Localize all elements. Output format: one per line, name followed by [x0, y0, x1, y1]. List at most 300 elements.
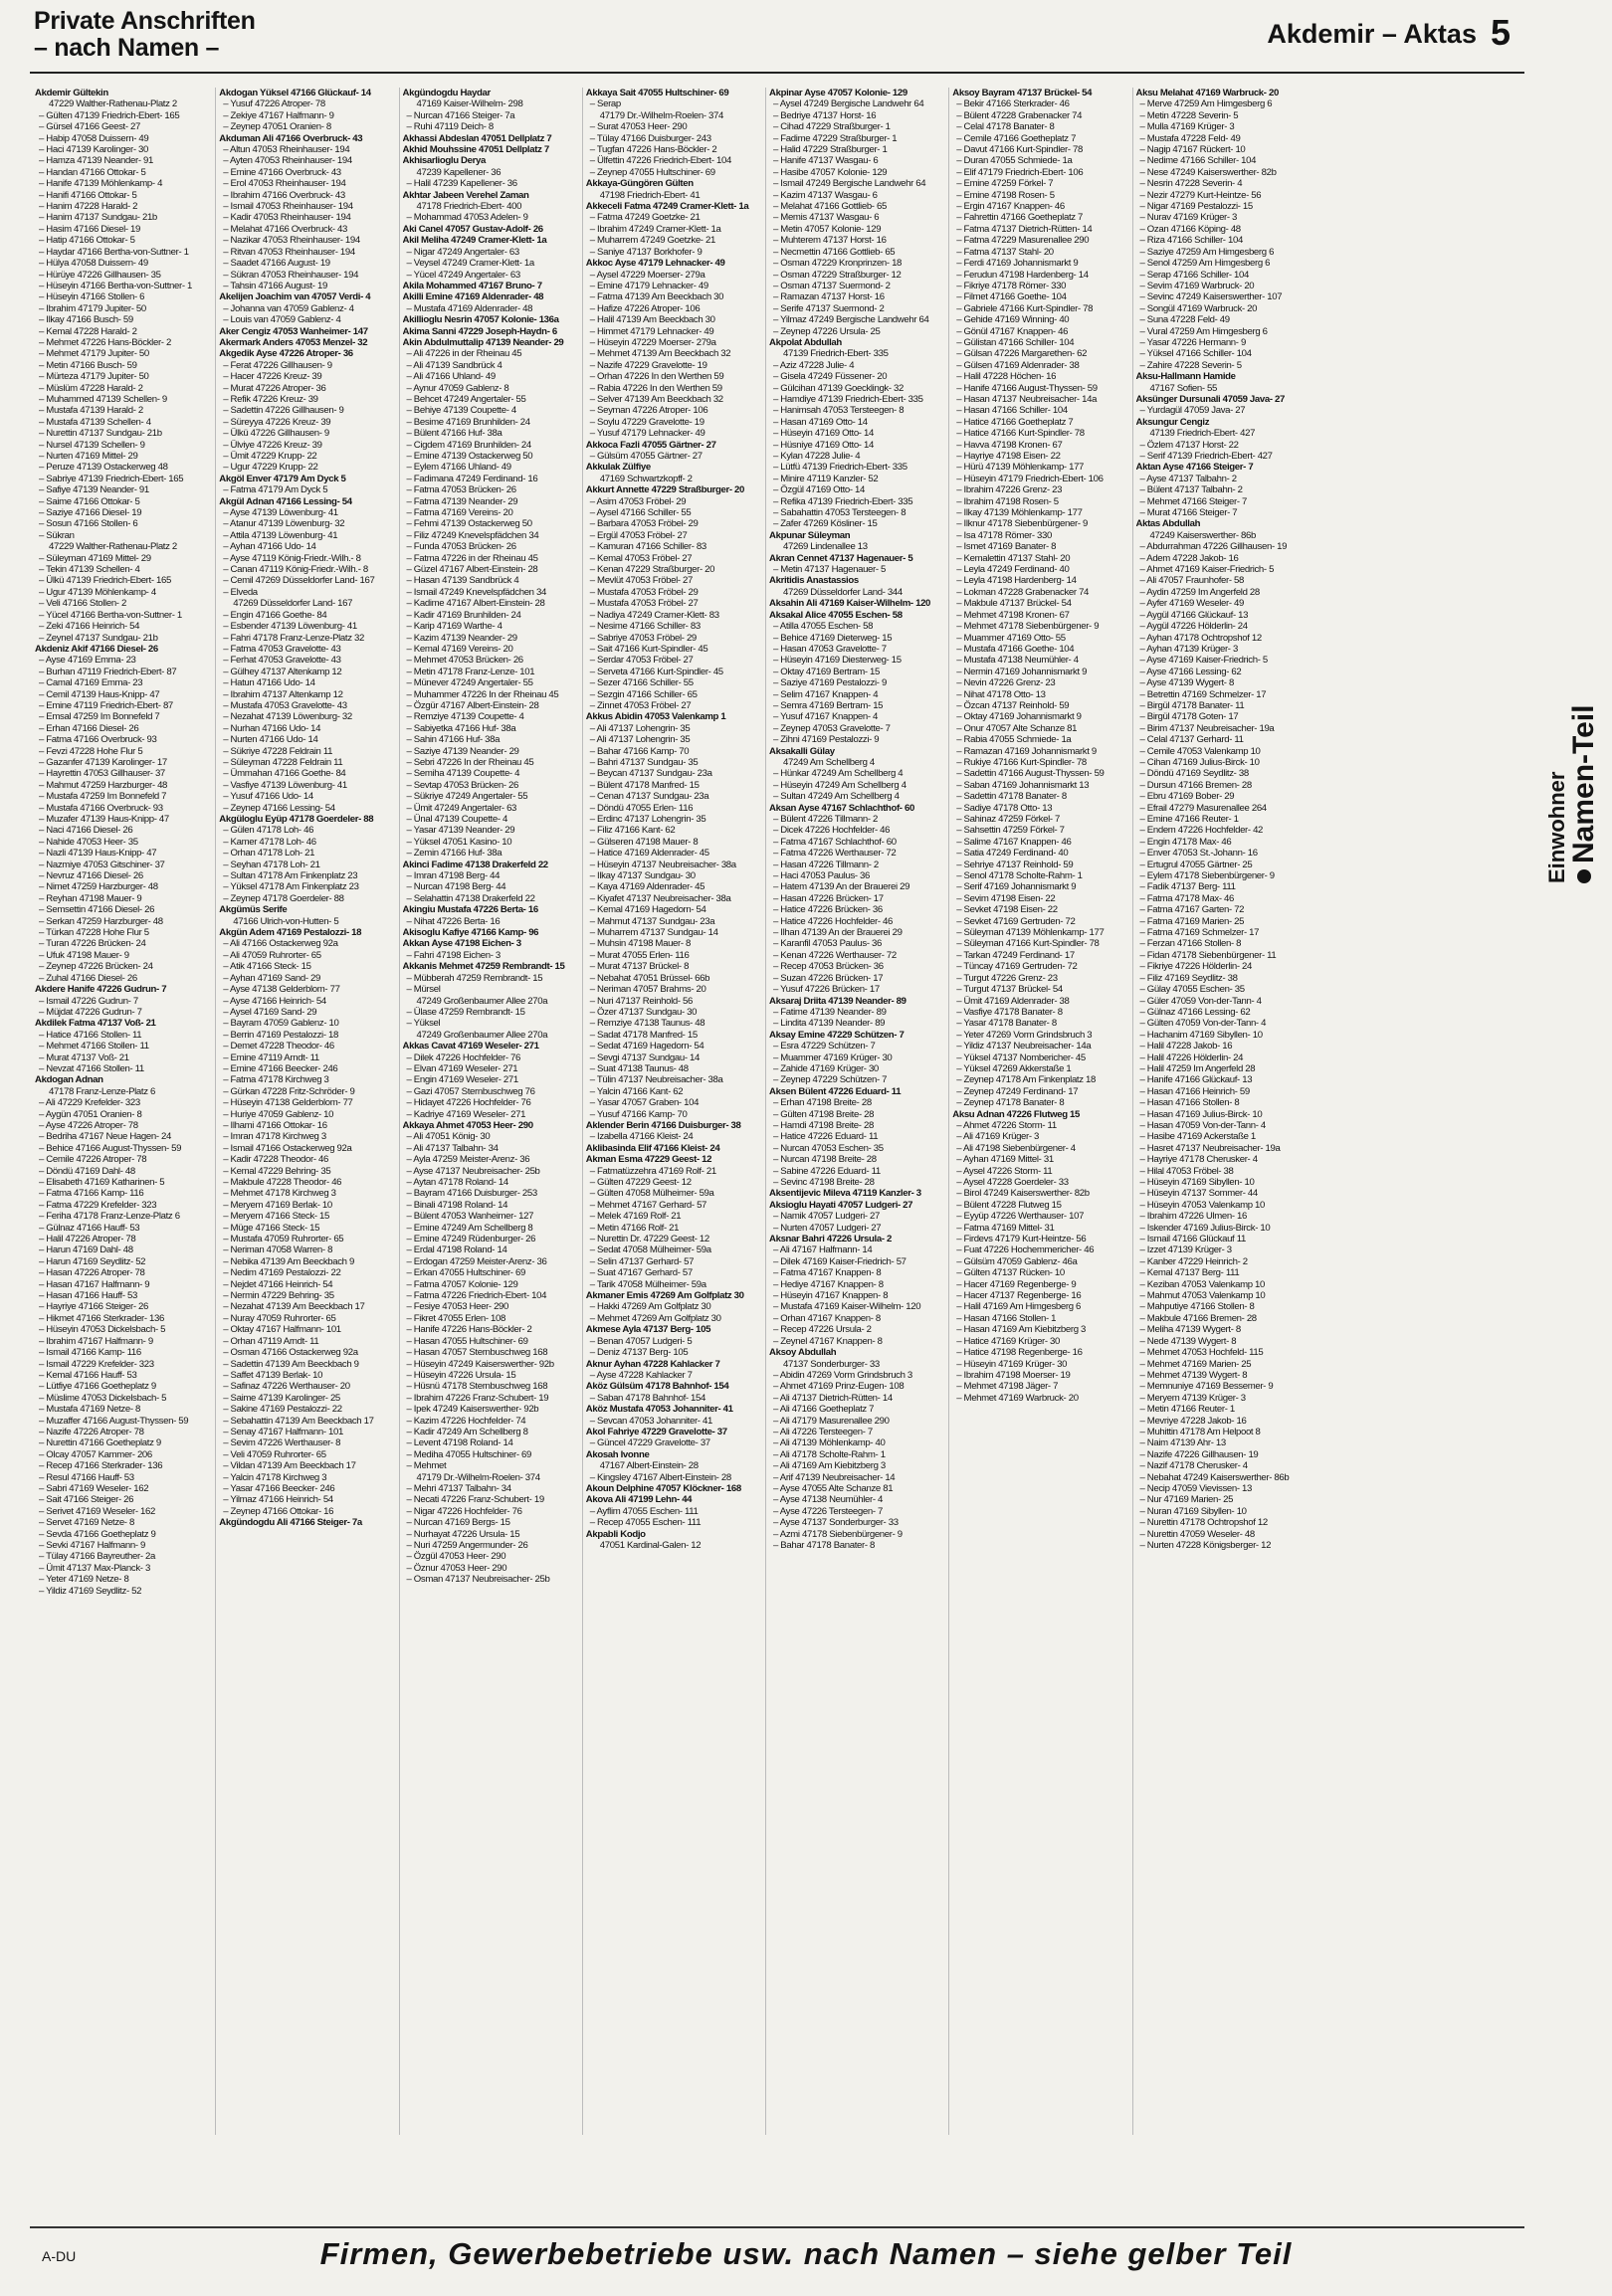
directory-entry: – Ali 47139 Möhlenkamp- 40: [773, 1437, 886, 1449]
directory-entry: 47169 Schwartzkopff- 2: [599, 473, 693, 484]
directory-entry: – Ülase 47259 Rembrandt- 15: [406, 1006, 525, 1018]
directory-entry: – Sükriye 47228 Feldrain 11: [223, 745, 333, 757]
directory-entry: – Dicek 47226 Hochfelder- 46: [773, 825, 891, 837]
directory-entry: – Nebahat 47051 Brüssel- 66b: [589, 972, 710, 984]
directory-entry: Akran Cennet 47137 Hagenauer- 5: [769, 552, 913, 564]
directory-entry: – Metin 47166 Reuter- 1: [1139, 1404, 1235, 1416]
directory-entry: – Hanife 47226 Hans-Böckler- 2: [406, 1324, 532, 1336]
directory-entry: – Serif 47169 Johannismarkt 9: [956, 881, 1077, 893]
directory-entry: Akgüloglu Eyüp 47178 Goerdeler- 88: [219, 814, 374, 825]
directory-entry: – Sadiye 47178 Otto- 13: [956, 802, 1053, 814]
directory-entry: – Yasar 47166 Beecker- 246: [223, 1482, 335, 1494]
directory-entry: – Hasan 47057 Sternbuschweg 168: [406, 1347, 548, 1359]
directory-entry: Aksünger Dursunali 47059 Java- 27: [1135, 393, 1285, 405]
directory-entry: – Ilkay 47139 Möhlenkamp- 177: [956, 507, 1083, 519]
directory-entry: – Serivet 47169 Weseler- 162: [39, 1505, 155, 1517]
directory-entry: Akgedik Ayse 47226 Atroper- 36: [219, 348, 353, 360]
directory-entry: – Mahmut 47137 Sundgau- 23a: [589, 915, 715, 927]
header-divider: [30, 72, 1524, 74]
directory-entry: – Meryem 47166 Steck- 15: [223, 1211, 330, 1223]
directory-entry: – Ilkay 47137 Sundgau- 30: [589, 870, 696, 882]
directory-column: [948, 88, 1131, 2135]
directory-entry: Aksu Melahat 47169 Warbruck- 20: [1135, 88, 1279, 98]
directory-entry: – Hasibe 47169 Ackerstaße 1: [1139, 1131, 1256, 1143]
directory-entry: – Seyhan 47178 Loh- 21: [223, 859, 320, 870]
directory-entry: – Hamdi 47198 Breite- 28: [773, 1119, 874, 1131]
directory-entry: – Özgül 47169 Otto- 14: [773, 484, 866, 496]
directory-entry: – Mehmet 47179 Jupiter- 50: [39, 348, 149, 360]
directory-entry: – Özgül 47053 Heer- 290: [406, 1551, 506, 1563]
directory-entry: – Hüseyin 47169 Diesterweg- 15: [773, 655, 902, 667]
directory-entry: – Resul 47166 Hauff- 53: [39, 1471, 134, 1483]
directory-entry: – Leyla 47198 Hardenberg- 14: [956, 575, 1077, 587]
directory-entry: – Mustafa 47169 Netze- 8: [39, 1404, 140, 1416]
directory-entry: – Gürkan 47228 Fritz-Schröder- 9: [223, 1085, 355, 1097]
directory-entry: – Kamuran 47166 Schiller- 83: [589, 541, 706, 553]
directory-entry: – Sevim 47226 Werthauser- 8: [223, 1437, 341, 1449]
directory-entry: – Mehmet 47053 Brücken- 26: [406, 655, 523, 667]
directory-entry: Aksu Adnan 47226 Flutweg 15: [952, 1108, 1080, 1120]
directory-entry: – Onur 47057 Alte Schanze 81: [956, 722, 1078, 734]
directory-entry: – Ümit 47229 Krupp- 22: [223, 451, 317, 462]
directory-entry: – Halil 47226 Atroper- 78: [39, 1234, 136, 1245]
directory-entry: – Emine 47166 Overbruck- 43: [223, 166, 341, 178]
directory-entry: – Zeynep 47229 Schützen- 7: [773, 1074, 888, 1086]
directory-entry: – Ünal 47139 Coupette- 4: [406, 814, 507, 825]
directory-entry: – Sevtap 47053 Brücken- 26: [406, 779, 519, 791]
directory-entry: – Aysel 47229 Moerser- 279a: [589, 269, 705, 281]
directory-entry: – Hüseyin 47137 Sommer- 44: [1139, 1188, 1258, 1200]
directory-entry: – Ismail 47166 Glückauf 11: [1139, 1234, 1246, 1245]
directory-entry: – Erdogan 47259 Meister-Arenz- 36: [406, 1255, 547, 1267]
directory-entry: – Ayse 47169 Kaiser-Friedrich- 5: [1139, 655, 1268, 667]
directory-entry: – Hamdiye 47139 Friedrich-Ebert- 335: [773, 393, 923, 405]
directory-entry: – Nihat 47226 Berta- 16: [406, 915, 501, 927]
directory-entry: – Mehmet 47139 Am Beeckbach 32: [589, 348, 731, 360]
directory-entry: – Tarkan 47249 Ferdinand- 17: [956, 949, 1075, 961]
directory-entry: – Nurettin Dr. 47229 Geest- 12: [589, 1234, 709, 1245]
directory-entry: Aktas Abdullah: [1135, 518, 1201, 530]
directory-entry: – Benan 47057 Ludgeri- 5: [589, 1335, 693, 1347]
directory-entry: – Metin 47166 Busch- 59: [39, 359, 137, 371]
directory-entry: – Yüksel: [406, 1018, 441, 1030]
directory-entry: – Sait 47166 Kurt-Spindler- 45: [589, 643, 708, 655]
directory-entry: – Fatma 47169 Mittel- 31: [956, 1222, 1055, 1234]
directory-entry: – Fatma 47167 Knappen- 8: [773, 1267, 882, 1279]
bullet-icon: [1577, 869, 1591, 883]
directory-entry: – Gehide 47169 Winning- 40: [956, 314, 1070, 326]
directory-entry: – Kanber 47229 Heinrich- 2: [1139, 1255, 1248, 1267]
directory-entry: – Mehmet 47178 Siebenbürgener- 9: [956, 621, 1100, 633]
directory-entry: – Dursun 47166 Bremen- 28: [1139, 779, 1252, 791]
directory-entry: – Elvan 47169 Weseler- 271: [406, 1062, 518, 1074]
directory-entry: – Ali 47179 Masurenallee 290: [773, 1415, 890, 1427]
directory-entry: – Isa 47178 Römer- 330: [956, 529, 1053, 541]
directory-entry: – Özer 47137 Sundgau- 30: [589, 1006, 698, 1018]
directory-entry: – Zeynel 47167 Knappen- 8: [773, 1335, 883, 1347]
directory-entry: – Sahsettin 47259 Förkel- 7: [956, 825, 1065, 837]
directory-entry: – Güncel 47229 Gravelotte- 37: [589, 1437, 710, 1449]
directory-entry: – Soylu 47229 Gravelotte- 19: [589, 416, 705, 428]
directory-entry: Akillioglu Nesrin 47057 Kolonie- 136a: [402, 314, 559, 326]
directory-entry: – Aytan 47178 Roland- 14: [406, 1177, 508, 1188]
directory-entry: – Nurcan 47198 Berg- 44: [406, 881, 506, 893]
directory-entry: 47178 Franz-Lenze-Platz 6: [49, 1085, 155, 1097]
directory-entry: – Hatice 47169 Aldenrader- 45: [589, 848, 709, 860]
directory-entry: – Nevin 47226 Grenz- 23: [956, 677, 1056, 689]
directory-entry: – Aysel 47226 Storm- 11: [956, 1165, 1053, 1177]
directory-entry: – Mehmet 47178 Kirchweg 3: [223, 1188, 336, 1200]
directory-entry: – Engin 47178 Max- 46: [1139, 836, 1232, 848]
directory-entry: – Hidayet 47226 Hochfelder- 76: [406, 1097, 531, 1109]
directory-entry: – Fatma 47053 Gravelotte- 43: [223, 643, 341, 655]
directory-entry: – Senay 47167 Halfmann- 101: [223, 1426, 343, 1437]
directory-entry: – Emine 47119 Friedrich-Ebert- 87: [39, 699, 173, 711]
directory-entry: – Mevriye 47228 Jakob- 16: [1139, 1415, 1247, 1427]
directory-entry: – Ali 47137 Lohengrin- 35: [589, 734, 691, 746]
directory-entry: – Suat 47138 Taunus- 48: [589, 1062, 689, 1074]
directory-entry: – Attila 47139 Löwenburg- 41: [223, 529, 338, 541]
directory-entry: – Fatma 47229 Krefelder- 323: [39, 1199, 157, 1211]
directory-entry: Akosah Ivonne: [585, 1448, 650, 1460]
directory-entry: – Ali 47166 Ostackerweg 92a: [223, 938, 338, 950]
directory-entry: – Ali 47229 Krefelder- 323: [39, 1097, 140, 1109]
directory-entry: – Ergül 47053 Fröbel- 27: [589, 529, 688, 541]
directory-entry: – Saban 47169 Johannismarkt 13: [956, 779, 1090, 791]
directory-entry: – Osman 47137 Neubreisacher- 25b: [406, 1574, 550, 1586]
directory-entry: – Ismail 47166 Ostackerweg 92a: [223, 1142, 352, 1154]
directory-entry: – Keziban 47053 Valenkamp 10: [1139, 1278, 1266, 1290]
directory-entry: – Fatmatüzzehra 47169 Rolf- 21: [589, 1165, 716, 1177]
directory-entry: – Ayse 47169 Emma- 23: [39, 655, 136, 667]
directory-entry: – Fuat 47226 Hochemmericher- 46: [956, 1244, 1095, 1256]
directory-entry: – Sultan 47249 Am Schellberg 4: [773, 791, 900, 803]
directory-entry: – Ali 47226 Tersteegen- 7: [773, 1426, 873, 1437]
directory-entry: – Hayriye 47178 Cherusker- 4: [1139, 1154, 1258, 1166]
directory-entry: – Nurten 47057 Ludgeri- 27: [773, 1222, 882, 1234]
directory-entry: – Emine 47139 Ostackerweg 50: [406, 451, 533, 462]
directory-entry: – Ali 47169 Am Kiebitzberg 3: [773, 1460, 886, 1472]
directory-entry: – Mehmet: [406, 1460, 447, 1472]
directory-entry: – Nurhayat 47226 Ursula- 15: [406, 1528, 520, 1540]
directory-entry: – Oktay 47167 Halfmann- 101: [223, 1324, 341, 1336]
directory-entry: – Ayse 47137 Sonderburger- 33: [773, 1517, 899, 1529]
directory-entry: – Sevki 47167 Halfmann- 9: [39, 1540, 145, 1551]
directory-entry: – Nurcan 47053 Eschen- 35: [773, 1142, 884, 1154]
directory-entry: – Ismail 47249 Knevelspfädchen 34: [406, 586, 546, 598]
directory-entry: – Yalcin 47166 Kant- 62: [589, 1085, 684, 1097]
directory-entry: – Hasan 47226 Brücken- 17: [773, 892, 884, 904]
directory-entry: – Ülkü 47139 Friedrich-Ebert- 165: [39, 575, 171, 587]
directory-entry: Akpunar Süleyman: [769, 529, 851, 541]
directory-entry: – Hacer 47137 Regenberge- 16: [956, 1290, 1082, 1302]
directory-entry: – Nesime 47166 Schiller- 83: [589, 621, 701, 633]
directory-entry: – Sükran: [39, 529, 75, 541]
directory-entry: – Recep 47166 Sterkrader- 136: [39, 1460, 163, 1472]
directory-entry: Akermark Anders 47053 Menzel- 32: [219, 336, 368, 348]
directory-entry: – Ayhan 47139 Krüger- 3: [1139, 643, 1238, 655]
directory-entry: – Neriman 47058 Warren- 8: [223, 1244, 333, 1256]
directory-entry: – Eyyüp 47226 Werthauser- 107: [956, 1211, 1085, 1223]
directory-entry: – Sosun 47166 Stollen- 6: [39, 518, 138, 530]
directory-entry: – Memnuniye 47169 Bessemer- 9: [1139, 1381, 1274, 1393]
directory-entry: – Turgut 47137 Brückel- 54: [956, 984, 1063, 996]
directory-entry: – Hanife 47166 Glückauf- 13: [1139, 1074, 1253, 1086]
directory-entry: – Cemile 47226 Atroper- 78: [39, 1154, 147, 1166]
directory-entry: – Suzan 47226 Brücken- 17: [773, 972, 884, 984]
directory-entry: – Gülsüm 47059 Gablenz- 46a: [956, 1255, 1078, 1267]
directory-entry: – Fatime 47139 Neander- 89: [773, 1006, 887, 1018]
directory-entry: – Imran 47178 Kirchweg 3: [223, 1131, 326, 1143]
directory-entry: – Fevzi 47228 Hohe Flur 5: [39, 745, 143, 757]
directory-entry: – Nazikar 47053 Rheinhauser- 194: [223, 235, 360, 247]
directory-entry: – Necati 47226 Franz-Schubert- 19: [406, 1494, 544, 1506]
directory-entry: – Rukiye 47166 Kurt-Spindler- 78: [956, 756, 1087, 768]
directory-entry: – Gülten 47058 Mülheimer- 59a: [589, 1188, 714, 1200]
directory-entry: – Ismail 47053 Rheinhauser- 194: [223, 201, 353, 213]
directory-entry: – Ali 47139 Sandbrück 4: [406, 359, 503, 371]
directory-entry: – Murat 47137 Brückel- 8: [589, 961, 690, 973]
directory-entry: – Hürü 47139 Möhlenkamp- 177: [956, 462, 1085, 474]
directory-entry: – Nazif 47178 Cherusker- 4: [1139, 1460, 1248, 1472]
directory-entry: – Binali 47198 Roland- 14: [406, 1199, 508, 1211]
directory-entry: – Hatem 47139 An der Brauerei 29: [773, 881, 910, 893]
directory-entry: – Bülent 47166 Huf- 38a: [406, 428, 503, 440]
directory-entry: Akkeceli Fatma 47249 Cramer-Klett- 1a: [585, 201, 749, 213]
directory-entry: – Adem 47228 Jakob- 16: [1139, 552, 1239, 564]
directory-entry: – Ritvan 47053 Rheinhauser- 194: [223, 246, 355, 258]
directory-entry: – Nede 47139 Wygert- 8: [1139, 1335, 1237, 1347]
directory-entry: – Metin 47166 Rolf- 21: [589, 1222, 680, 1234]
directory-entry: – Aygül 47166 Glückauf- 13: [1139, 609, 1249, 621]
directory-entry: – Gülsüm 47055 Gärtner- 27: [589, 451, 703, 462]
directory-entry: – Mehmet 47139 Wygert- 8: [1139, 1369, 1248, 1381]
directory-entry: – Fikret 47055 Erlen- 108: [406, 1312, 506, 1324]
directory-entry: – Abdurrahman 47226 Gillhausen- 19: [1139, 541, 1288, 553]
directory-entry: – Sabine 47226 Eduard- 11: [773, 1165, 881, 1177]
directory-entry: – Necmettin 47166 Gottlieb- 65: [773, 246, 896, 258]
directory-entry: – Nazife 47229 Gravelotte- 19: [589, 359, 707, 371]
directory-entry: 47269 Düsseldorfer Land- 167: [233, 598, 353, 610]
directory-entry: – Yasar 47178 Banater- 8: [956, 1018, 1057, 1030]
directory-entry: – Ibrahim 47179 Jupiter- 50: [39, 302, 146, 314]
directory-entry: – Halil 47239 Kapellener- 36: [406, 178, 517, 190]
directory-entry: – Ugur 47229 Krupp- 22: [223, 462, 318, 474]
directory-entry: – Zeynep 47166 Lessing- 54: [223, 802, 335, 814]
directory-entry: – Sait 47166 Steiger- 26: [39, 1494, 134, 1506]
directory-entry: – Aynur 47059 Gablenz- 8: [406, 382, 509, 394]
directory-entry: 47239 Kapellener- 36: [416, 166, 502, 178]
directory-entry: – Gülay 47055 Eschen- 35: [1139, 984, 1245, 996]
directory-entry: – Fatma 47226 Friedrich-Ebert- 104: [406, 1290, 547, 1302]
directory-entry: – Emsal 47259 Im Bonnefeld 7: [39, 711, 160, 723]
directory-entry: – Türkan 47228 Hohe Flur 5: [39, 927, 149, 939]
directory-entry: – Hasan 47166 Hauff- 53: [39, 1290, 137, 1302]
directory-entry: – Vural 47259 Am Himgesberg 6: [1139, 325, 1268, 337]
directory-entry: – Cemile 47053 Valenkamp 10: [1139, 745, 1261, 757]
directory-entry: – Ayse 47137 Talbahn- 2: [1139, 473, 1237, 484]
directory-column: [582, 88, 765, 2135]
directory-entry: – Fatma 47166 Kamp- 116: [39, 1188, 144, 1200]
directory-entry: – Ayse 47119 König-Friedr.-Wilh.- 8: [223, 552, 361, 564]
directory-entry: 47167 Albert-Einstein- 28: [599, 1460, 699, 1472]
directory-entry: – Ramazan 47169 Johannismarkt 9: [956, 745, 1097, 757]
directory-entry: – Betrettin 47169 Schmelzer- 17: [1139, 688, 1267, 700]
directory-entry: Akkoca Fazli 47055 Gärtner- 27: [585, 439, 716, 451]
directory-entry: – Aysel 47228 Goerdeler- 33: [956, 1177, 1069, 1188]
directory-entry: – Yildiz 47137 Neubreisacher- 14a: [956, 1041, 1092, 1052]
directory-entry: – Lütfiye 47166 Goetheplatz 9: [39, 1381, 156, 1393]
directory-entry: – Hüseyin 47179 Friedrich-Ebert- 106: [956, 473, 1104, 484]
directory-entry: – Halid 47229 Straßburger- 1: [773, 144, 888, 156]
directory-entry: – Ayflim 47055 Eschen- 111: [589, 1505, 699, 1517]
directory-entry: – Mehmet 47198 Kronen- 67: [956, 609, 1070, 621]
directory-entry: – Hanim 47137 Sundgau- 21b: [39, 212, 157, 224]
directory-entry: – Ayse 47138 Gelderblom- 77: [223, 984, 340, 996]
directory-entry: – Bülent 47228 Flutweg 15: [956, 1199, 1062, 1211]
directory-entry: – Necip 47059 Vievissen- 13: [1139, 1482, 1253, 1494]
directory-entry: – Makbule 47137 Brückel- 54: [956, 598, 1072, 610]
directory-entry: – Ferdi 47169 Johannismarkt 9: [956, 258, 1079, 270]
directory-entry: Aknur Ayhan 47228 Kahlacker 7: [585, 1358, 720, 1370]
directory-entry: – Mehmet 47169 Marien- 25: [1139, 1358, 1252, 1370]
directory-entry: – Aydin 47259 Im Angerfeld 28: [1139, 586, 1260, 598]
directory-entry: – Hatice 47166 Kurt-Spindler- 78: [956, 428, 1085, 440]
directory-entry: – Ismail 47249 Bergische Landwehr 64: [773, 178, 926, 190]
directory-entry: Akkoc Ayse 47179 Lehnacker- 49: [585, 258, 725, 270]
directory-entry: – Saziye 47259 Am Himgesberg 6: [1139, 246, 1275, 258]
directory-entry: Akpolat Abdullah: [769, 336, 842, 348]
directory-entry: – Yusuf 47226 Brücken- 17: [773, 984, 880, 996]
directory-entry: – Gülseren 47198 Mauer- 8: [589, 836, 699, 848]
directory-entry: Akova Ali 47199 Lehn- 44: [585, 1494, 693, 1506]
directory-entry: – Kazim 47139 Neander- 29: [406, 632, 517, 644]
directory-entry: – Mustafa 47139 Harald- 2: [39, 405, 143, 417]
directory-entry: – Sadettin 47166 August-Thyssen- 59: [956, 768, 1105, 780]
directory-entry: – Ismail 47229 Krefelder- 323: [39, 1358, 154, 1370]
directory-entry: – Ayhan 47178 Ochtropshof 12: [1139, 632, 1262, 644]
directory-entry: – Rabia 47055 Schmiede- 1a: [956, 734, 1072, 746]
directory-entry: – Nermin 47169 Johannismarkt 9: [956, 666, 1088, 677]
directory-entry: Akila Mohammed 47167 Bruno- 7: [402, 280, 542, 291]
directory-entry: – Hüseyin 47053 Dickelsbach- 5: [39, 1324, 166, 1336]
directory-entry: – Ergin 47167 Knappen- 46: [956, 201, 1065, 213]
directory-entry: – Firdevs 47179 Kurt-Heintze- 56: [956, 1234, 1087, 1245]
header-range-text: Akdemir – Aktas: [1267, 19, 1477, 49]
directory-entry: – Sevda 47166 Goetheplatz 9: [39, 1528, 156, 1540]
directory-entry: – Ülfettin 47226 Friedrich-Ebert- 104: [589, 155, 731, 167]
directory-entry: – Sedat 47058 Mülheimer- 59a: [589, 1244, 711, 1256]
directory-entry: Aksan Ayse 47167 Schlachthof- 60: [769, 802, 914, 814]
directory-entry: – Ilknur 47178 Siebenbürgener- 9: [956, 518, 1088, 530]
directory-entry: – Fikriye 47178 Römer- 330: [956, 280, 1067, 291]
directory-entry: – Zeynep 47178 Banater- 8: [956, 1097, 1065, 1109]
directory-entry: – Rabia 47226 In den Werthen 59: [589, 382, 722, 394]
directory-entry: – Döndü 47169 Dahl- 48: [39, 1165, 135, 1177]
directory-entry: – Gülistan 47166 Schiller- 104: [956, 336, 1075, 348]
directory-entry: – Nursel 47139 Schellen- 9: [39, 439, 145, 451]
directory-entry: 47229 Walther-Rathenau-Platz 2: [49, 541, 177, 553]
directory-entry: – Hünkar 47249 Am Schellberg 4: [773, 768, 904, 780]
directory-entry: – Aziz 47228 Julie- 4: [773, 359, 855, 371]
directory-entry: – Behice 47169 Dieterweg- 15: [773, 632, 893, 644]
directory-entry: Akkan Ayse 47198 Eichen- 3: [402, 938, 521, 950]
directory-entry: – Nermin 47229 Behring- 35: [223, 1290, 334, 1302]
directory-entry: – Muammer 47169 Krüger- 30: [773, 1052, 893, 1063]
directory-entry: – Mustafa 47059 Ruhrorter- 65: [223, 1234, 344, 1245]
directory-entry: – Ufuk 47198 Mauer- 9: [39, 949, 129, 961]
directory-entry: – Cemil 47269 Düsseldorfer Land- 167: [223, 575, 375, 587]
directory-entry: – Özgür 47167 Albert-Einstein- 28: [406, 699, 539, 711]
directory-entry: – Ayse 47139 Löwenburg- 41: [223, 507, 338, 519]
directory-entry: Akkaya Ahmet 47053 Heer- 290: [402, 1119, 533, 1131]
directory-entry: – Refik 47226 Kreuz- 39: [223, 393, 318, 405]
directory-entry: – Ali 47226 in der Rheinau 45: [406, 348, 522, 360]
directory-entry: – Nuray 47059 Ruhrorter- 65: [223, 1312, 336, 1324]
directory-entry: – Endem 47226 Hochfelder- 42: [1139, 825, 1264, 837]
directory-entry: – Neriman 47057 Brahms- 20: [589, 984, 706, 996]
directory-entry: Aksioglu Hayati 47057 Ludgeri- 27: [769, 1199, 913, 1211]
directory-entry: – Sevgi 47137 Sundgau- 14: [589, 1052, 700, 1063]
directory-entry: – Metin 47137 Hagenauer- 5: [773, 564, 887, 576]
directory-entry: – Bedriha 47167 Neue Hagen- 24: [39, 1131, 171, 1143]
directory-entry: – Mustafa 47169 Kaiser-Wilhelm- 120: [773, 1301, 921, 1313]
directory-entry: – Mustafa 47138 Neumühler- 4: [956, 655, 1079, 667]
directory-entry: – Ümit 47137 Max-Planck- 3: [39, 1562, 150, 1574]
directory-entry: – Zekiye 47167 Halfmann- 9: [223, 109, 334, 121]
directory-entry: – Münever 47249 Angertaler- 55: [406, 677, 533, 689]
directory-entry: – Mustafa 47169 Aldenrader- 48: [406, 302, 533, 314]
directory-entry: – Lindita 47139 Neander- 89: [773, 1018, 886, 1030]
directory-entry: – Gisela 47249 Füssener- 20: [773, 371, 888, 383]
directory-entry: – Salime 47167 Knappen- 46: [956, 836, 1072, 848]
directory-entry: – Vildan 47139 Am Beeckbach 17: [223, 1460, 356, 1472]
directory-entry: – Hanim 47228 Harald- 2: [39, 201, 138, 213]
directory-entry: – Yildiz 47169 Seydlitz- 52: [39, 1585, 142, 1597]
directory-entry: – Fidan 47178 Siebenbürgener- 11: [1139, 949, 1277, 961]
directory-entry: Aksnar Bahri 47226 Ursula- 2: [769, 1234, 892, 1245]
directory-entry: – Zeynep 47226 Brücken- 24: [39, 961, 153, 973]
directory-entry: – Sadettin 47139 Am Beeckbach 9: [223, 1358, 359, 1370]
directory-entry: – Nurettin 47059 Weseler- 48: [1139, 1528, 1255, 1540]
directory-entry: Akpinar Ayse 47057 Kolonie- 129: [769, 88, 907, 98]
directory-entry: – Zahire 47228 Severin- 5: [1139, 359, 1242, 371]
directory-entry: – Canan 47119 König-Friedr.-Wilh.- 8: [223, 564, 368, 576]
directory-entry: – Vasfiye 47178 Banater- 8: [956, 1006, 1063, 1018]
directory-entry: – Ferzan 47166 Stollen- 8: [1139, 938, 1242, 950]
directory-entry: – Yüksel 47137 Nombericher- 45: [956, 1052, 1086, 1063]
directory-entry: – Hacer 47226 Kreuz- 39: [223, 371, 322, 383]
directory-entry: – Murat 47055 Erlen- 116: [589, 949, 690, 961]
directory-entry: – Hanimsah 47053 Tersteegen- 8: [773, 405, 905, 417]
directory-entry: Akdilek Fatma 47137 Voß- 21: [35, 1018, 156, 1030]
directory-entry: – Mustafa 47228 Feld- 49: [1139, 132, 1241, 144]
directory-entry: – Filiz 47169 Seydlitz- 38: [1139, 972, 1238, 984]
directory-entry: – Mehri 47137 Talbahn- 34: [406, 1482, 511, 1494]
directory-entry: – Kylan 47228 Julie- 4: [773, 451, 861, 462]
directory-entry: – Aygül 47226 Hölderlin- 24: [1139, 621, 1248, 633]
directory-entry: – Celal 47178 Banater- 8: [956, 121, 1055, 133]
directory-entry: – Muharrem 47137 Sundgau- 14: [589, 927, 718, 939]
directory-entry: Aksen Bülent 47226 Eduard- 11: [769, 1085, 902, 1097]
directory-entry: – Mustafa 47053 Fröbel- 29: [589, 586, 699, 598]
directory-entry: – Mahmut 47053 Valenkamp 10: [1139, 1290, 1266, 1302]
directory-entry: – Emine 47249 Am Schellberg 8: [406, 1222, 533, 1234]
directory-entry: – Ayse 47166 Heinrich- 54: [223, 995, 326, 1007]
directory-entry: – Sakine 47169 Pestalozzi- 22: [223, 1404, 342, 1416]
directory-entry: – Hasan 47053 Gravelotte- 7: [773, 643, 887, 655]
directory-entry: – Hasan 47137 Neubreisacher- 14a: [956, 393, 1098, 405]
